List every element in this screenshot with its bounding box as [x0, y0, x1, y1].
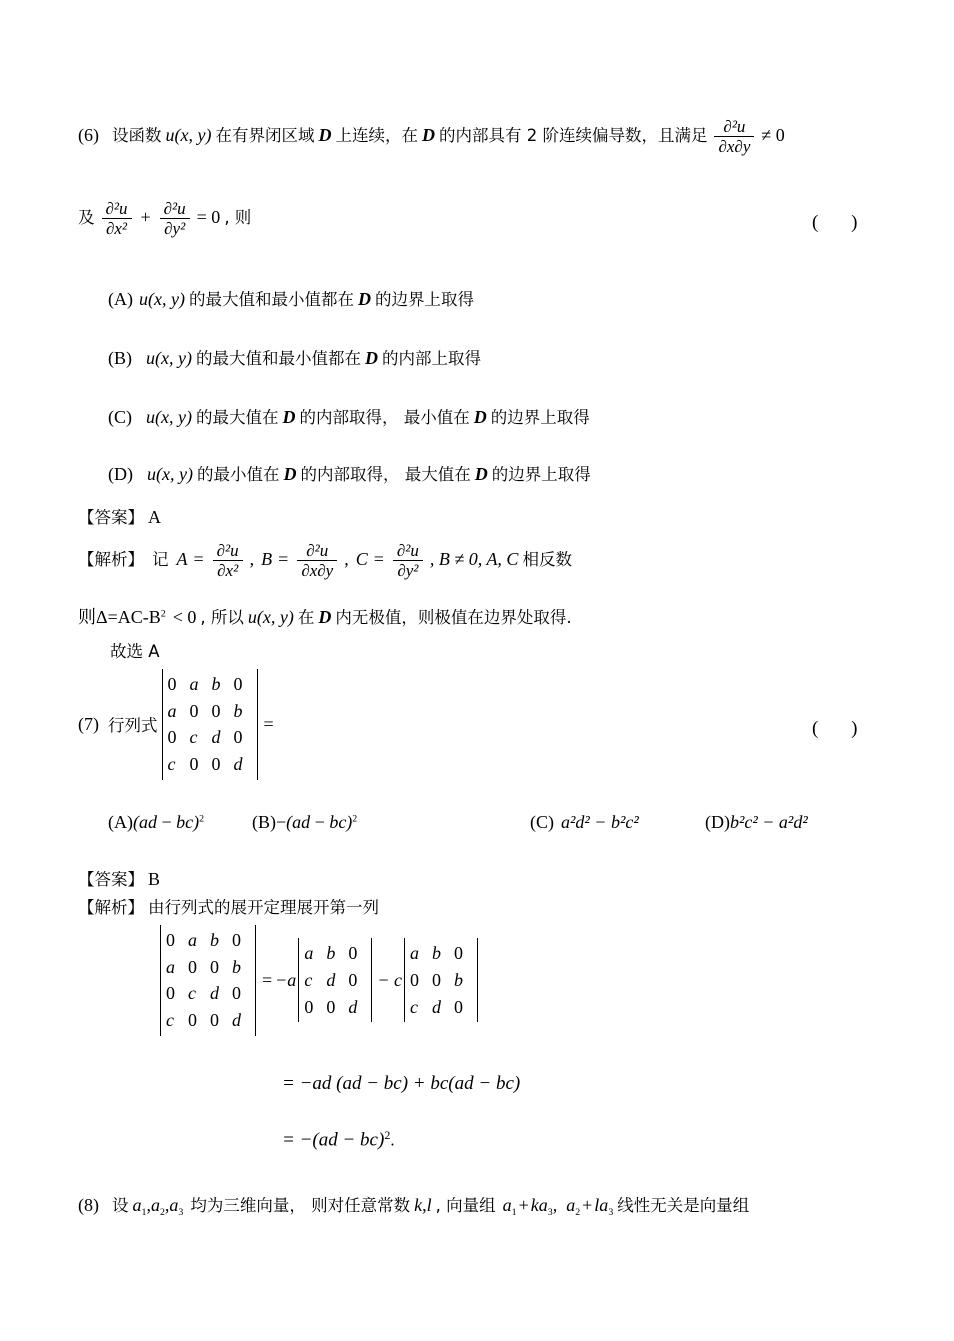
q6-equals-zero: = 0: [196, 207, 221, 228]
result-expression: = −ad (ad − bc) + bc(ad − bc): [282, 1073, 521, 1094]
determinant-cell: c: [188, 983, 196, 1004]
q8-vector-1-subscript: 1: [141, 1207, 147, 1219]
fraction-numerator: ∂²u: [105, 199, 128, 218]
determinant-cell: b: [232, 956, 241, 977]
q6-option-c[interactable]: [108, 404, 590, 428]
determinant-cell: 0: [348, 970, 358, 991]
option-label: (B): [108, 348, 132, 368]
expansion-coefficient-2: − c: [377, 969, 402, 990]
answer-value: B: [148, 869, 161, 889]
answer-label: 【答案】: [78, 870, 144, 889]
option-text-b: 的内部取得， 最大值在: [300, 465, 471, 484]
determinant-cell: 0: [409, 970, 419, 991]
determinant-row: [408, 994, 474, 1021]
option-label: (C): [108, 407, 132, 427]
determinant-cell: 0: [348, 943, 358, 964]
analysis-D-symbol: D: [318, 607, 332, 627]
q7-answer-blank[interactable]: ( ): [812, 718, 872, 739]
determinant-cell: 0: [326, 996, 336, 1017]
q8-expr2-term1: a: [566, 1195, 576, 1215]
q8-expr2-term2: la: [594, 1195, 609, 1215]
determinant-cell: 0: [232, 983, 241, 1004]
determinant-cell: 0: [232, 930, 241, 950]
q6-option-a[interactable]: [108, 286, 474, 310]
determinant-row: [302, 940, 368, 967]
q8-expr-comma: ,: [552, 1195, 558, 1215]
determinant-cell: b: [453, 970, 463, 991]
q6-stem-D-2: D: [421, 125, 435, 146]
q8-expr2-plus: +: [582, 1195, 593, 1215]
analysis-text: 由行列式的展开定理展开第一列: [148, 898, 379, 917]
analysis-delta-expr: 则Δ=AC-B: [78, 607, 161, 627]
option-D-1: D: [364, 348, 378, 368]
analysis-comma-2: ,: [344, 549, 349, 570]
determinant-cell: c: [409, 996, 418, 1017]
option-label: (A): [108, 289, 133, 309]
fraction-numerator: ∂²u: [216, 541, 239, 560]
determinant-cell: b: [233, 700, 243, 721]
q8-expr1-term2: ka: [530, 1195, 548, 1215]
q8-expr2-term1-subscript: 2: [575, 1207, 581, 1219]
option-expr: b²c² − a²d²: [730, 812, 808, 832]
q8-expr1-term1: a: [502, 1195, 512, 1215]
q7-option-d[interactable]: [705, 812, 808, 833]
option-minus: −: [310, 812, 330, 832]
determinant-cell: 0: [304, 996, 314, 1017]
determinant-cell: d: [210, 983, 219, 1004]
option-prefix-minus: −: [276, 812, 287, 832]
determinant-row: [164, 980, 252, 1007]
analysis-zai: 在: [297, 608, 315, 627]
answer-value: A: [148, 507, 161, 527]
determinant-cell: c: [189, 727, 198, 748]
determinant-cell: a: [189, 674, 199, 694]
q6-stem-line2: [78, 200, 251, 239]
analysis-tail-text: 相反数: [522, 550, 572, 570]
determinant-cell: 0: [210, 1010, 219, 1031]
q8-expr1-plus: +: [518, 1195, 529, 1215]
determinant-cell: 0: [166, 983, 175, 1004]
analysis-ji: 记: [152, 550, 169, 570]
option-function: u(x, y): [139, 289, 185, 309]
determinant-cell: d: [348, 996, 358, 1017]
determinant-cell: 0: [211, 754, 221, 775]
fraction-numerator: ∂²u: [723, 117, 746, 136]
analysis-equals-1: =: [193, 549, 204, 570]
expansion-minor-2: [404, 938, 478, 1022]
analysis-equals-3: =: [373, 549, 384, 570]
option-text-a: 的最小值在: [196, 465, 280, 484]
q8-stem-row: [78, 1192, 749, 1218]
fraction-denominator: ∂x²: [102, 218, 132, 238]
q6-stem-xy: (x, y): [174, 125, 212, 146]
analysis-tail-math: , B ≠ 0, A, C: [429, 549, 519, 570]
determinant-cell: 0: [166, 930, 175, 950]
fraction-numerator: ∂²u: [163, 199, 186, 218]
fraction-denominator: ∂y²: [393, 560, 423, 580]
option-D-2: D: [474, 464, 488, 484]
q8-text-1: 设: [112, 1196, 129, 1215]
q6-fraction-mixed-partial: [714, 117, 754, 156]
fraction-denominator: ∂y²: [160, 218, 190, 238]
determinant-cell: 0: [211, 700, 221, 721]
determinant-cell: d: [431, 996, 441, 1017]
option-function: u(x, y): [146, 407, 192, 427]
q6-stem-text-4: 的内部具有 2 阶连续偏导数，且满足: [438, 126, 708, 146]
determinant-cell: 0: [189, 700, 199, 721]
determinant-cell: d: [233, 754, 243, 775]
analysis-fraction-A: [213, 541, 243, 580]
determinant-cell: c: [167, 754, 176, 775]
determinant-cell: b: [210, 930, 219, 950]
option-label: (A): [108, 812, 133, 832]
q7-answer-row: [78, 866, 160, 890]
q7-stem-row: [78, 669, 274, 780]
q8-text-3: , 向量组: [435, 1196, 496, 1215]
option-label: (B): [252, 812, 276, 832]
q7-result-line1: [282, 1073, 520, 1095]
option-D-1: D: [282, 407, 296, 427]
q7-expansion-row: [158, 925, 480, 1036]
determinant-cell: b: [431, 943, 441, 964]
option-expr-b: bc): [329, 812, 353, 832]
q6-stem-D-1: D: [318, 125, 332, 146]
option-exponent: 2: [199, 813, 205, 825]
result-expression: = −(ad − bc): [282, 1129, 385, 1151]
q8-text-2: 均为三维向量， 则对任意常数: [190, 1196, 411, 1215]
analysis-equals-2: =: [278, 549, 289, 570]
determinant-cell: c: [304, 970, 313, 991]
determinant-row: [166, 698, 254, 725]
q8-expr1-term2-subscript: 3: [547, 1207, 553, 1219]
fraction-numerator: ∂²u: [306, 541, 329, 560]
q8-constant-k: k: [414, 1195, 423, 1215]
analysis-delta-exponent: 2: [160, 608, 166, 620]
q7-option-a[interactable]: [108, 812, 204, 833]
q6-fraction-uxx: [102, 199, 132, 238]
determinant-cell: 0: [453, 943, 463, 964]
fraction-denominator: ∂x∂y: [297, 560, 337, 580]
determinant-row: [302, 994, 368, 1021]
q6-answer-blank[interactable]: ( ): [812, 212, 872, 233]
q6-plus-operator: +: [140, 207, 151, 228]
q6-option-b[interactable]: [108, 345, 481, 369]
determinant-row: [408, 940, 474, 967]
determinant-row: [302, 967, 368, 994]
determinant-row: [164, 927, 252, 954]
option-label: (D): [705, 812, 730, 832]
option-expr: a²d² − b²c²: [561, 812, 639, 832]
determinant-row: [166, 751, 254, 778]
determinant-cell: a: [188, 930, 197, 950]
determinant-cell: d: [232, 1010, 241, 1031]
expansion-minor-1: [298, 938, 372, 1022]
q7-analysis-row: [78, 894, 379, 918]
analysis-fraction-C: [393, 541, 423, 580]
q8-constant-l: l: [426, 1195, 432, 1215]
q6-stem-text-1: 设函数: [112, 126, 162, 146]
option-exponent: 2: [352, 813, 358, 825]
result-period: .: [390, 1130, 395, 1150]
determinant-row: [164, 954, 252, 981]
q6-number: (6): [78, 125, 99, 146]
option-text-a: 的最大值和最小值都在: [195, 349, 361, 368]
q7-determinant-4x4: [162, 669, 258, 780]
option-D-2: D: [473, 407, 487, 427]
determinant-cell: b: [326, 943, 336, 964]
determinant-cell: a: [166, 956, 175, 977]
q6-analysis-row1: [78, 542, 572, 581]
determinant-cell: a: [304, 943, 314, 964]
q6-option-d[interactable]: [108, 461, 591, 485]
q6-line2-prefix: 及: [78, 208, 95, 228]
determinant-cell: a: [167, 700, 177, 721]
analysis-final-choice: 故选 A: [110, 642, 160, 661]
determinant-cell: 0: [189, 754, 199, 775]
determinant-cell: 0: [167, 727, 177, 748]
q7-stem-text: 行列式: [108, 716, 158, 736]
determinant-cell: c: [166, 1010, 174, 1031]
determinant-cell: d: [211, 727, 221, 748]
q6-stem-text-3: 上连续，在: [335, 126, 418, 146]
option-function: u(x, y): [147, 464, 193, 484]
option-text-a: 的最大值和最小值都在: [188, 290, 354, 309]
q7-option-b[interactable]: [252, 812, 357, 833]
analysis-C-symbol: C: [355, 549, 368, 570]
q6-answer-row: [78, 504, 161, 528]
analysis-u-func: u(x, y): [247, 607, 294, 627]
option-label: (C): [530, 812, 554, 832]
q6-stem-line1: [78, 118, 785, 157]
q8-vector-2-subscript: 2: [159, 1207, 165, 1219]
q6-stem-u: u: [165, 125, 175, 146]
option-text-c: 的边界上取得: [490, 408, 590, 427]
option-function: u(x, y): [146, 348, 192, 368]
analysis-comma-1: ,: [249, 549, 255, 570]
determinant-cell: 0: [453, 996, 463, 1017]
option-label: (D): [108, 464, 133, 484]
determinant-cell: a: [409, 943, 419, 964]
q8-comma-k: ,: [422, 1195, 427, 1215]
q8-vector-2: a: [150, 1195, 160, 1215]
determinant-cell: 0: [188, 1010, 197, 1031]
option-D-1: D: [283, 464, 297, 484]
expansion-determinant-4x4: [160, 925, 256, 1036]
q7-number: (7): [78, 713, 99, 734]
expansion-equals: =: [262, 969, 273, 990]
q8-number: (8): [78, 1195, 99, 1215]
q6-analysis-row2: [78, 603, 572, 629]
q6-analysis-row3: [110, 638, 160, 662]
q8-text-4: 线性无关是向量组: [617, 1196, 750, 1215]
fraction-denominator: ∂x∂y: [714, 136, 754, 156]
analysis-lt-zero: < 0: [172, 607, 197, 627]
determinant-cell: d: [326, 970, 336, 991]
option-minus: −: [157, 812, 177, 832]
option-text-b: 的内部取得， 最小值在: [299, 408, 470, 427]
analysis-suoyi: , 所以: [200, 608, 244, 627]
determinant-cell: b: [211, 674, 221, 694]
q7-option-c[interactable]: [530, 812, 639, 833]
option-text-c: 的边界上取得: [491, 465, 591, 484]
q8-vector-3-subscript: 3: [178, 1207, 184, 1219]
option-text-b: 的内部上取得: [381, 349, 481, 368]
option-text-a: 的最大值在: [195, 408, 279, 427]
option-expr-a: (ad: [286, 812, 311, 832]
analysis-fraction-B: [297, 541, 337, 580]
q8-comma-1: ,: [146, 1195, 151, 1215]
fraction-denominator: ∂x²: [213, 560, 243, 580]
answer-label: 【答案】: [78, 508, 144, 527]
q7-equals: =: [263, 713, 274, 734]
analysis-label: 【解析】: [78, 898, 144, 917]
q6-then-text: , 则: [224, 208, 252, 228]
result-exponent: 2: [384, 1128, 391, 1142]
q6-stem-text-2: 在有界闭区域: [215, 126, 315, 146]
determinant-cell: 0: [233, 674, 243, 694]
determinant-row: [408, 967, 474, 994]
determinant-row: [166, 724, 254, 751]
expansion-coefficient-1: −a: [275, 969, 297, 990]
analysis-B-symbol: B: [261, 549, 273, 570]
q8-expr2-term2-subscript: 3: [608, 1207, 614, 1219]
q8-vector-3: a: [169, 1195, 179, 1215]
q7-result-line2: [282, 1128, 395, 1151]
q8-expr1-term1-subscript: 1: [511, 1207, 517, 1219]
option-expr-b: bc): [176, 812, 200, 832]
q6-fraction-uyy: [160, 199, 190, 238]
q8-comma-2: ,: [164, 1195, 170, 1215]
analysis-conclusion: 内无极值，则极值在边界处取得.: [335, 608, 572, 627]
q6-neq-zero: ≠ 0: [761, 125, 785, 146]
determinant-cell: 0: [188, 956, 197, 977]
analysis-A-symbol: A: [176, 549, 188, 570]
option-D-1: D: [357, 289, 371, 309]
analysis-label: 【解析】: [78, 550, 144, 570]
determinant-row: [166, 671, 254, 698]
determinant-cell: 0: [431, 970, 441, 991]
option-text-b: 的边界上取得: [374, 290, 474, 309]
option-expr-a: (ad: [133, 812, 157, 832]
determinant-cell: 0: [210, 956, 219, 977]
q8-vector-1: a: [132, 1195, 142, 1215]
fraction-numerator: ∂²u: [396, 541, 419, 560]
determinant-cell: 0: [167, 674, 177, 694]
determinant-cell: 0: [233, 727, 243, 748]
determinant-row: [164, 1007, 252, 1034]
